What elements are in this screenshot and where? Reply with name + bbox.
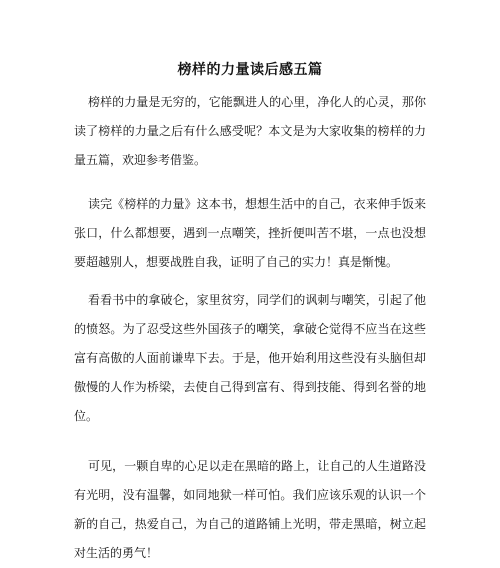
paragraph-intro: 榜样的力量是无穷的，它能飘进人的心里，净化人的心灵，那你读了榜样的力量之后有什么感受呢？本文是为大家收集的榜样的力量五篇，欢迎参考借鉴。 [74, 95, 426, 167]
document-title: 榜样的力量读后感五篇 [177, 62, 323, 78]
paragraph-reflection: 读完《榜样的力量》这本书，想想生活中的自己，衣来伸手饭来张口，什么都想要，遇到一点嘲笑，挫折便叫苦不堪，一点也没想要超越别人，想要战胜自我，证明了自己的实力！真是惭愧。 [74, 197, 426, 269]
paragraph-napoleon: 看看书中的拿破仑，家里贫穷，同学们的讽刺与嘲笑，引起了他的愤怒。为了忍受这些外国孩子的嘲笑，拿破仑觉得不应当在这些富有高傲的人面前谦卑下去。于是，他开始利用这些没有头脑但却傲慢的人作为桥梁，去使自己得到富有、得到技能、得到名誉的地位。 [74, 293, 426, 423]
paragraph-conclusion: 可见，一颗自卑的心足以走在黑暗的路上，让自己的人生道路没有光明，没有温馨，如同地狱一样可怕。我们应该乐观的认识一个新的自己，热爱自己，为自己的道路铺上光明，带走黑暗，树立起对生活的勇气！ [74, 459, 426, 560]
